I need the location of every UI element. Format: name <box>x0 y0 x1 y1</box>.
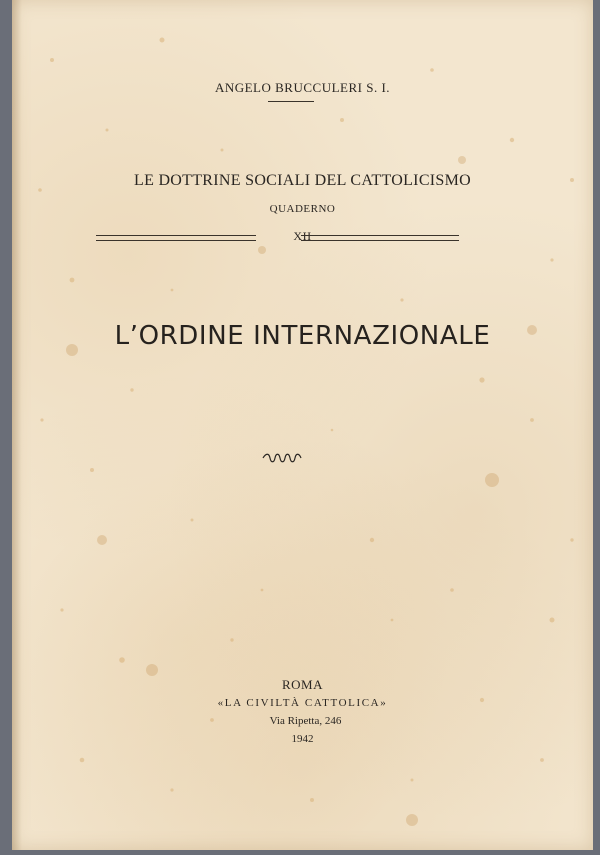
series-title: LE DOTTRINE SOCIALI DEL CATTOLICISMO <box>134 172 471 189</box>
quaderno-number: XII <box>293 229 312 243</box>
imprint-address: Via Ripetta, 246 <box>269 715 342 727</box>
imprint-city: ROMA <box>281 677 323 692</box>
imprint-year: 1942 <box>291 733 314 745</box>
quaderno-label: QUADERNO <box>269 203 336 215</box>
wave-ornament-icon <box>261 452 303 464</box>
book-title: L’ORDINE INTERNAZIONALE <box>114 321 491 351</box>
author-name: ANGELO BRUCCULERI S. I. <box>214 80 391 95</box>
book-cover <box>12 0 593 850</box>
right-double-rule <box>301 235 459 241</box>
imprint-publisher: «LA CIVILTÀ CATTOLICA» <box>217 697 388 709</box>
author-underline <box>268 101 314 102</box>
